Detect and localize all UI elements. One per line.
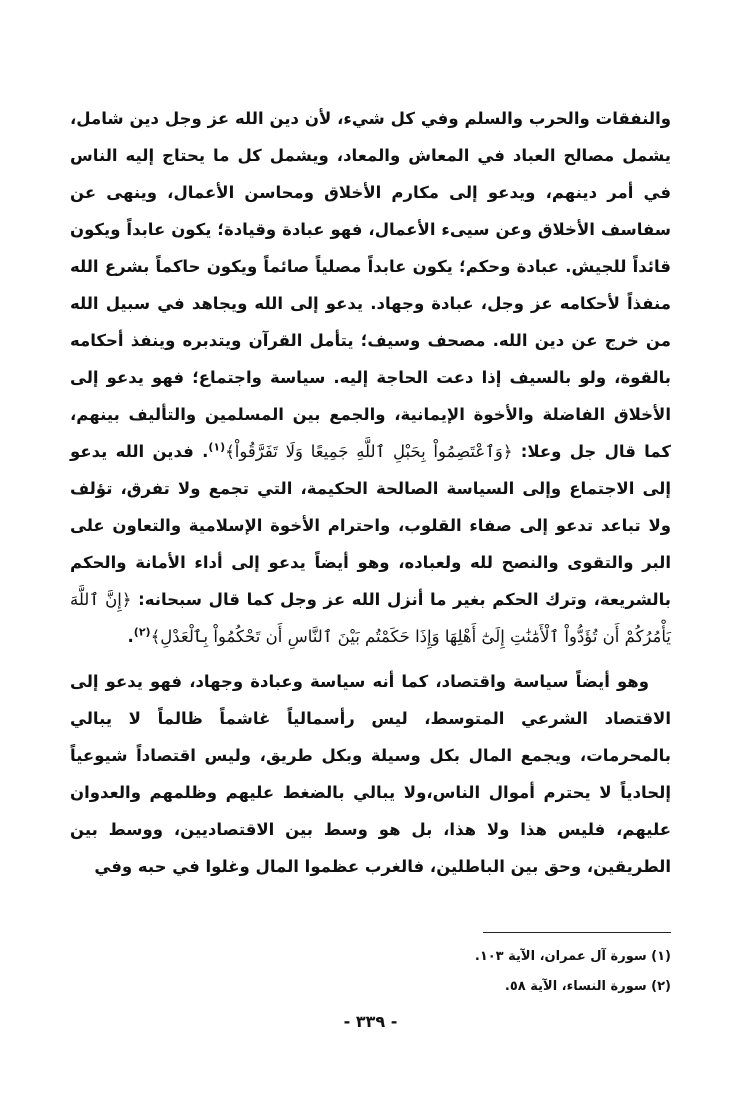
paragraph-spacer: [70, 655, 671, 663]
quran-verse-1: ﴿وَٱعْتَصِمُواْ بِحَبْلِ ٱللَّهِ جَمِيعًا وَلَا تَفَرَّقُواْ﴾: [225, 442, 513, 461]
body-paragraph-1: [70, 100, 671, 655]
footnote-2: (٢) سورة النساء، الآية ٥٨.: [504, 979, 671, 994]
book-page: [70, 100, 671, 1106]
footnote-ref-2: (٢): [133, 625, 151, 639]
footnotes: [475, 942, 671, 1002]
page-number: - ٣٣٩ -: [343, 1012, 398, 1031]
footnote-ref-1: (١): [208, 440, 226, 454]
footnote-1: (١) سورة آل عمران، الآية ١٠٣.: [474, 949, 671, 964]
quran-verse-2: ﴿إِنَّ ٱللَّهَ يَأْمُرُكُمْ أَن تُؤَدُّواْ ٱلْأَمَٰنَٰتِ إِلَىٰٓ أَهْلِهَا وَإِذَا حَكَمْتُم بَيْنَ ٱلنَّاسِ أَن تَحْكُمُواْ بِٱلْعَدْلِ﴾: [70, 590, 671, 646]
body-paragraph-2: وهو أيضاً سياسة واقتصاد، كما أنه سياسة وعبادة وجهاد، فهو يدعو إلى الاقتصاد الشرعي المتوسط، ليس رأسمالياً غاشماً ظالماً لا يبالي بالمحرمات، ويجمع المال بكل وسيلة وبكل طريق، وليس اقتصاداً شيوعياً إلحادياً لا يحترم أموال الناس،ولا يبالي بالضغط عليهم وظلمهم والعدوان عليهم، فليس هذا ولا هذا، بل هو وسط بين الاقتصاديين، ووسط بين الطريقين، وحق بين الباطلين، فالغرب عظموا المال وغلوا في حبه وفي: [70, 672, 671, 876]
footnote-divider: [483, 932, 671, 933]
paragraph-1-text-a: والنفقات والحرب والسلم وفي كل شيء، لأن دين الله عز وجل دين شامل، يشمل مصالح العباد في المعاش والمعاد، ويشمل كل ما يحتاج إليه الناس في أمر دينهم، ويدعو إلى مكارم الأخلاق ومحاسن الأعمال، وينهى عن سفاسف الأخلاق وعن سيىء الأعمال، فهو عبادة وقيادة؛ يكون عابداً ويكون قائداً للجيش. عبادة وحكم؛ يكون عابداً مصلياً صائماً ويكون حاكماً بشرع الله منفذاً لأحكامه عز وجل، عبادة وجهاد. يدعو إلى الله ويجاهد في سبيل الله من خرج عن دين الله. مصحف وسيف؛ يتأمل القرآن ويتدبره وينفذ أحكامه بالقوة، ولو بالسيف إذا دعت الحاجة إليه. سياسة واجتماع؛ فهو يدعو إلى الأخلاق الفاضلة والأخوة الإيمانية، والجمع بين المسلمين والتأليف بينهم، كما قال جل وعلا:: [70, 109, 671, 461]
paragraph-1-text-b: . فدين الله يدعو إلى الاجتماع وإلى السياسة الصالحة الحكيمة، التي تجمع ولا تفرق، تؤلف ولا تباعد تدعو إلى صفاء القلوب، واحترام الأخوة الإسلامية والتعاون على البر والتقوى والنصح لله ولعباده، وهو أيضاً يدعو إلى أداء الأمانة والحكم بالشريعة، وترك الحكم بغير ما أنزل الله عز وجل كما قال سبحانه:: [70, 442, 671, 609]
paragraph-1-text-c: .: [127, 627, 134, 646]
